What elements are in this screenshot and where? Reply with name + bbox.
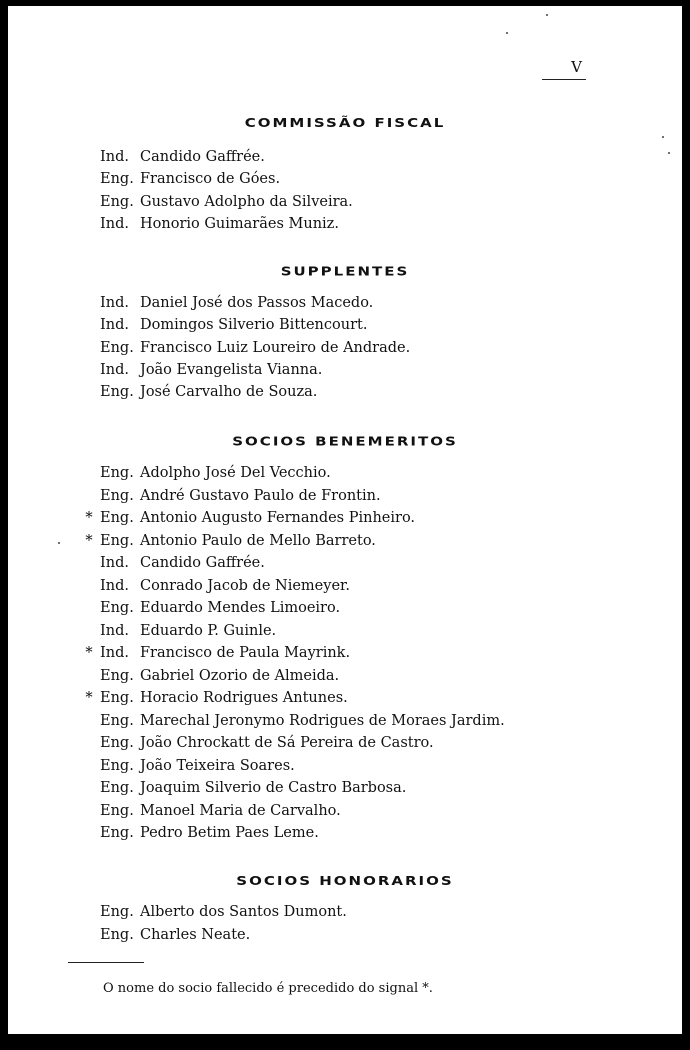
member-name: Joaquim Silverio de Castro Barbosa. [140,780,407,796]
scan-speck [506,32,508,34]
member-title: Eng. [100,171,134,188]
member-entry [100,555,265,571]
deceased-mark: * [85,690,93,706]
member-name: Antonio Paulo de Mello Barreto. [140,532,376,549]
member-entry [85,510,416,526]
member-title: Ind. [100,149,129,165]
member-name: João Teixeira Soares. [140,757,295,774]
member-name: Adolpho José Del Vecchio. [140,465,331,481]
member-name: André Gustavo Paulo de Frontin. [140,487,381,504]
scan-speck [546,14,548,16]
page-number: V [571,58,582,76]
section-heading: SOCIOS HONORARIOS [236,873,454,889]
member-title: Eng. [100,780,134,796]
deceased-mark: * [85,510,93,526]
section-heading: SUPPLENTES [280,263,410,279]
member-entry [100,927,250,943]
member-title: Eng. [100,802,134,819]
scan-speck [668,152,670,154]
member-name: Candido Gaffrée. [140,555,265,571]
member-name: Charles Neate. [140,926,251,943]
member-title: Ind. [100,215,129,232]
member-entry [100,465,331,481]
member-name: João Chrockatt de Sá Pereira de Castro. [140,735,434,751]
member-name: Manoel Maria de Carvalho. [140,802,341,819]
member-entry [100,735,434,751]
member-title: Eng. [100,712,134,729]
member-name: João Evangelista Vianna. [140,361,323,378]
member-name: José Carvalho de Souza. [140,384,318,401]
member-title: Ind. [100,317,129,334]
member-title: Ind. [100,622,129,639]
member-title: Eng. [100,600,134,616]
member-entry [100,194,353,210]
member-entry [100,713,505,729]
member-name: Francisco de Góes. [140,171,281,188]
member-title: Eng. [100,667,134,684]
member-entry [100,362,322,378]
member-name: Francisco Luiz Loureiro de Andrade. [140,339,411,356]
member-title: Eng. [100,339,134,356]
member-name: Daniel José dos Passos Macedo. [140,295,374,311]
page-number-rule [542,79,586,80]
section-heading: SOCIOS BENEMERITOS [232,433,458,449]
member-entry [85,690,348,706]
member-entry [100,904,347,920]
member-title: Eng. [100,193,134,210]
member-title: Eng. [100,735,134,751]
member-title: Eng. [100,510,134,526]
member-name: Alberto dos Santos Dumont. [140,904,347,920]
member-name: Horacio Rodrigues Antunes. [140,690,348,706]
member-title: Ind. [100,577,129,594]
member-entry [100,384,317,400]
member-name: Domingos Silverio Bittencourt. [140,317,368,334]
member-entry [100,340,410,356]
member-title: Eng. [100,690,134,706]
member-title: Eng. [100,384,134,401]
member-entry [100,149,265,165]
member-entry [85,645,351,661]
member-name: Gustavo Adolpho da Silveira. [140,193,353,210]
scan-speck [662,136,664,138]
member-name: Antonio Augusto Fernandes Pinheiro. [140,510,416,526]
member-name: Candido Gaffrée. [140,149,265,165]
member-title: Eng. [100,532,134,549]
footnote: O nome do socio fallecido é precedido do signal *. [103,981,433,996]
member-title: Ind. [100,361,129,378]
member-title: Ind. [100,645,129,661]
member-entry [100,295,373,311]
member-title: Ind. [100,555,129,571]
member-title: Ind. [100,295,129,311]
scan-speck [58,542,60,544]
member-entry [100,216,339,232]
member-entry [100,171,280,187]
member-name: Honorio Guimarães Muniz. [140,215,339,232]
member-title: Eng. [100,825,134,841]
member-entry [100,578,350,594]
document-page [8,6,682,1034]
section-heading: COMMISSÃO FISCAL [244,115,446,131]
member-name: Pedro Betim Paes Leme. [140,825,319,841]
member-title: Eng. [100,926,134,943]
member-name: Marechal Jeronymo Rodrigues de Moraes Jardim. [140,712,505,729]
member-entry [100,600,340,616]
member-entry [100,317,367,333]
member-entry [100,668,339,684]
deceased-mark: * [85,532,93,549]
member-name: Francisco de Paula Mayrink. [140,645,351,661]
member-name: Eduardo Mendes Limoeiro. [140,600,341,616]
member-entry [100,825,319,841]
member-entry [100,758,295,774]
member-title: Eng. [100,487,134,504]
member-name: Eduardo P. Guinle. [140,622,277,639]
member-title: Eng. [100,465,134,481]
member-title: Eng. [100,904,134,920]
member-name: Conrado Jacob de Niemeyer. [140,577,350,594]
deceased-mark: * [85,645,93,661]
member-entry [85,532,376,549]
member-entry [100,780,406,796]
member-title: Eng. [100,757,134,774]
member-entry [100,488,381,504]
member-name: Gabriel Ozorio de Almeida. [140,667,340,684]
member-entry [100,803,341,819]
footnote-rule [68,962,144,963]
member-entry [100,623,276,639]
